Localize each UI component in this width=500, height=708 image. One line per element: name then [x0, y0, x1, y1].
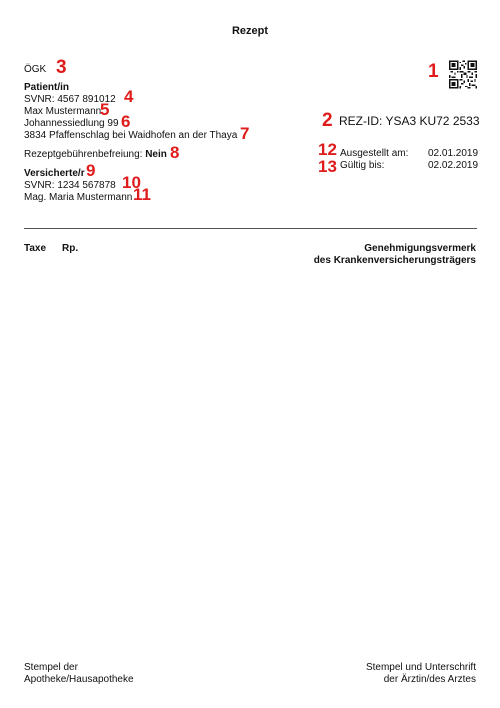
rez-id: REZ-ID: YSA3 KU72 2533 [339, 114, 480, 128]
doctor-signature-line-2: der Ärztin/des Arztes [383, 674, 476, 685]
annotation-marker-3: 3 [56, 57, 67, 78]
section-divider [24, 228, 477, 229]
annotation-marker-12: 12 [318, 140, 337, 159]
patient-heading: Patient/in [24, 82, 70, 93]
annotation-marker-4: 4 [124, 87, 134, 106]
fee-exemption-value: Nein [145, 149, 167, 160]
pharmacy-stamp-line-1: Stempel der [24, 662, 78, 673]
patient-name: Max Mustermann [24, 106, 102, 117]
doctor-signature-line-1: Stempel und Unterschrift [365, 662, 476, 673]
annotation-marker-9: 9 [86, 161, 96, 180]
annotation-marker-11: 11 [133, 185, 151, 204]
issued-date: 02.01.2019 [428, 148, 479, 159]
qr-code-icon [449, 60, 477, 89]
rp-header: Rp. [62, 243, 79, 254]
patient-city: 3834 Pfaffenschlag bei Waidhofen an der Thaya [24, 130, 238, 141]
annotation-marker-6: 6 [121, 112, 131, 131]
issued-label: Ausgestellt am: [340, 148, 409, 159]
patient-svnr: SVNR: 4567 891012 [24, 94, 116, 105]
fee-exemption-label: Rezeptgebührenbefreiung: [24, 149, 146, 160]
document-title: Rezept [231, 25, 269, 37]
valid-label: Gültig bis: [340, 160, 385, 171]
annotation-marker-8: 8 [170, 143, 180, 162]
approval-line-2: des Krankenversicherungsträgers [313, 255, 476, 266]
annotation-marker-1: 1 [428, 61, 439, 82]
insured-svnr: SVNR: 1234 567878 [24, 180, 116, 191]
fee-exemption [24, 148, 167, 161]
insured-heading: Versicherte/r [24, 168, 85, 179]
insured-name: Mag. Maria Mustermann [24, 192, 133, 203]
annotation-marker-2: 2 [322, 110, 333, 131]
patient-street: Johannessiedlung 99 [24, 118, 119, 129]
annotation-marker-7: 7 [240, 124, 250, 143]
annotation-marker-10: 10 [122, 173, 141, 192]
pharmacy-stamp-line-2: Apotheke/Hausapotheke [24, 674, 134, 685]
taxe-header: Taxe [24, 243, 47, 254]
valid-date: 02.02.2019 [428, 160, 479, 171]
annotation-marker-5: 5 [100, 100, 110, 119]
insurer-name: ÖGK [24, 64, 47, 75]
approval-line-1: Genehmigungsvermerk [364, 243, 476, 254]
annotation-marker-13: 13 [318, 157, 337, 176]
